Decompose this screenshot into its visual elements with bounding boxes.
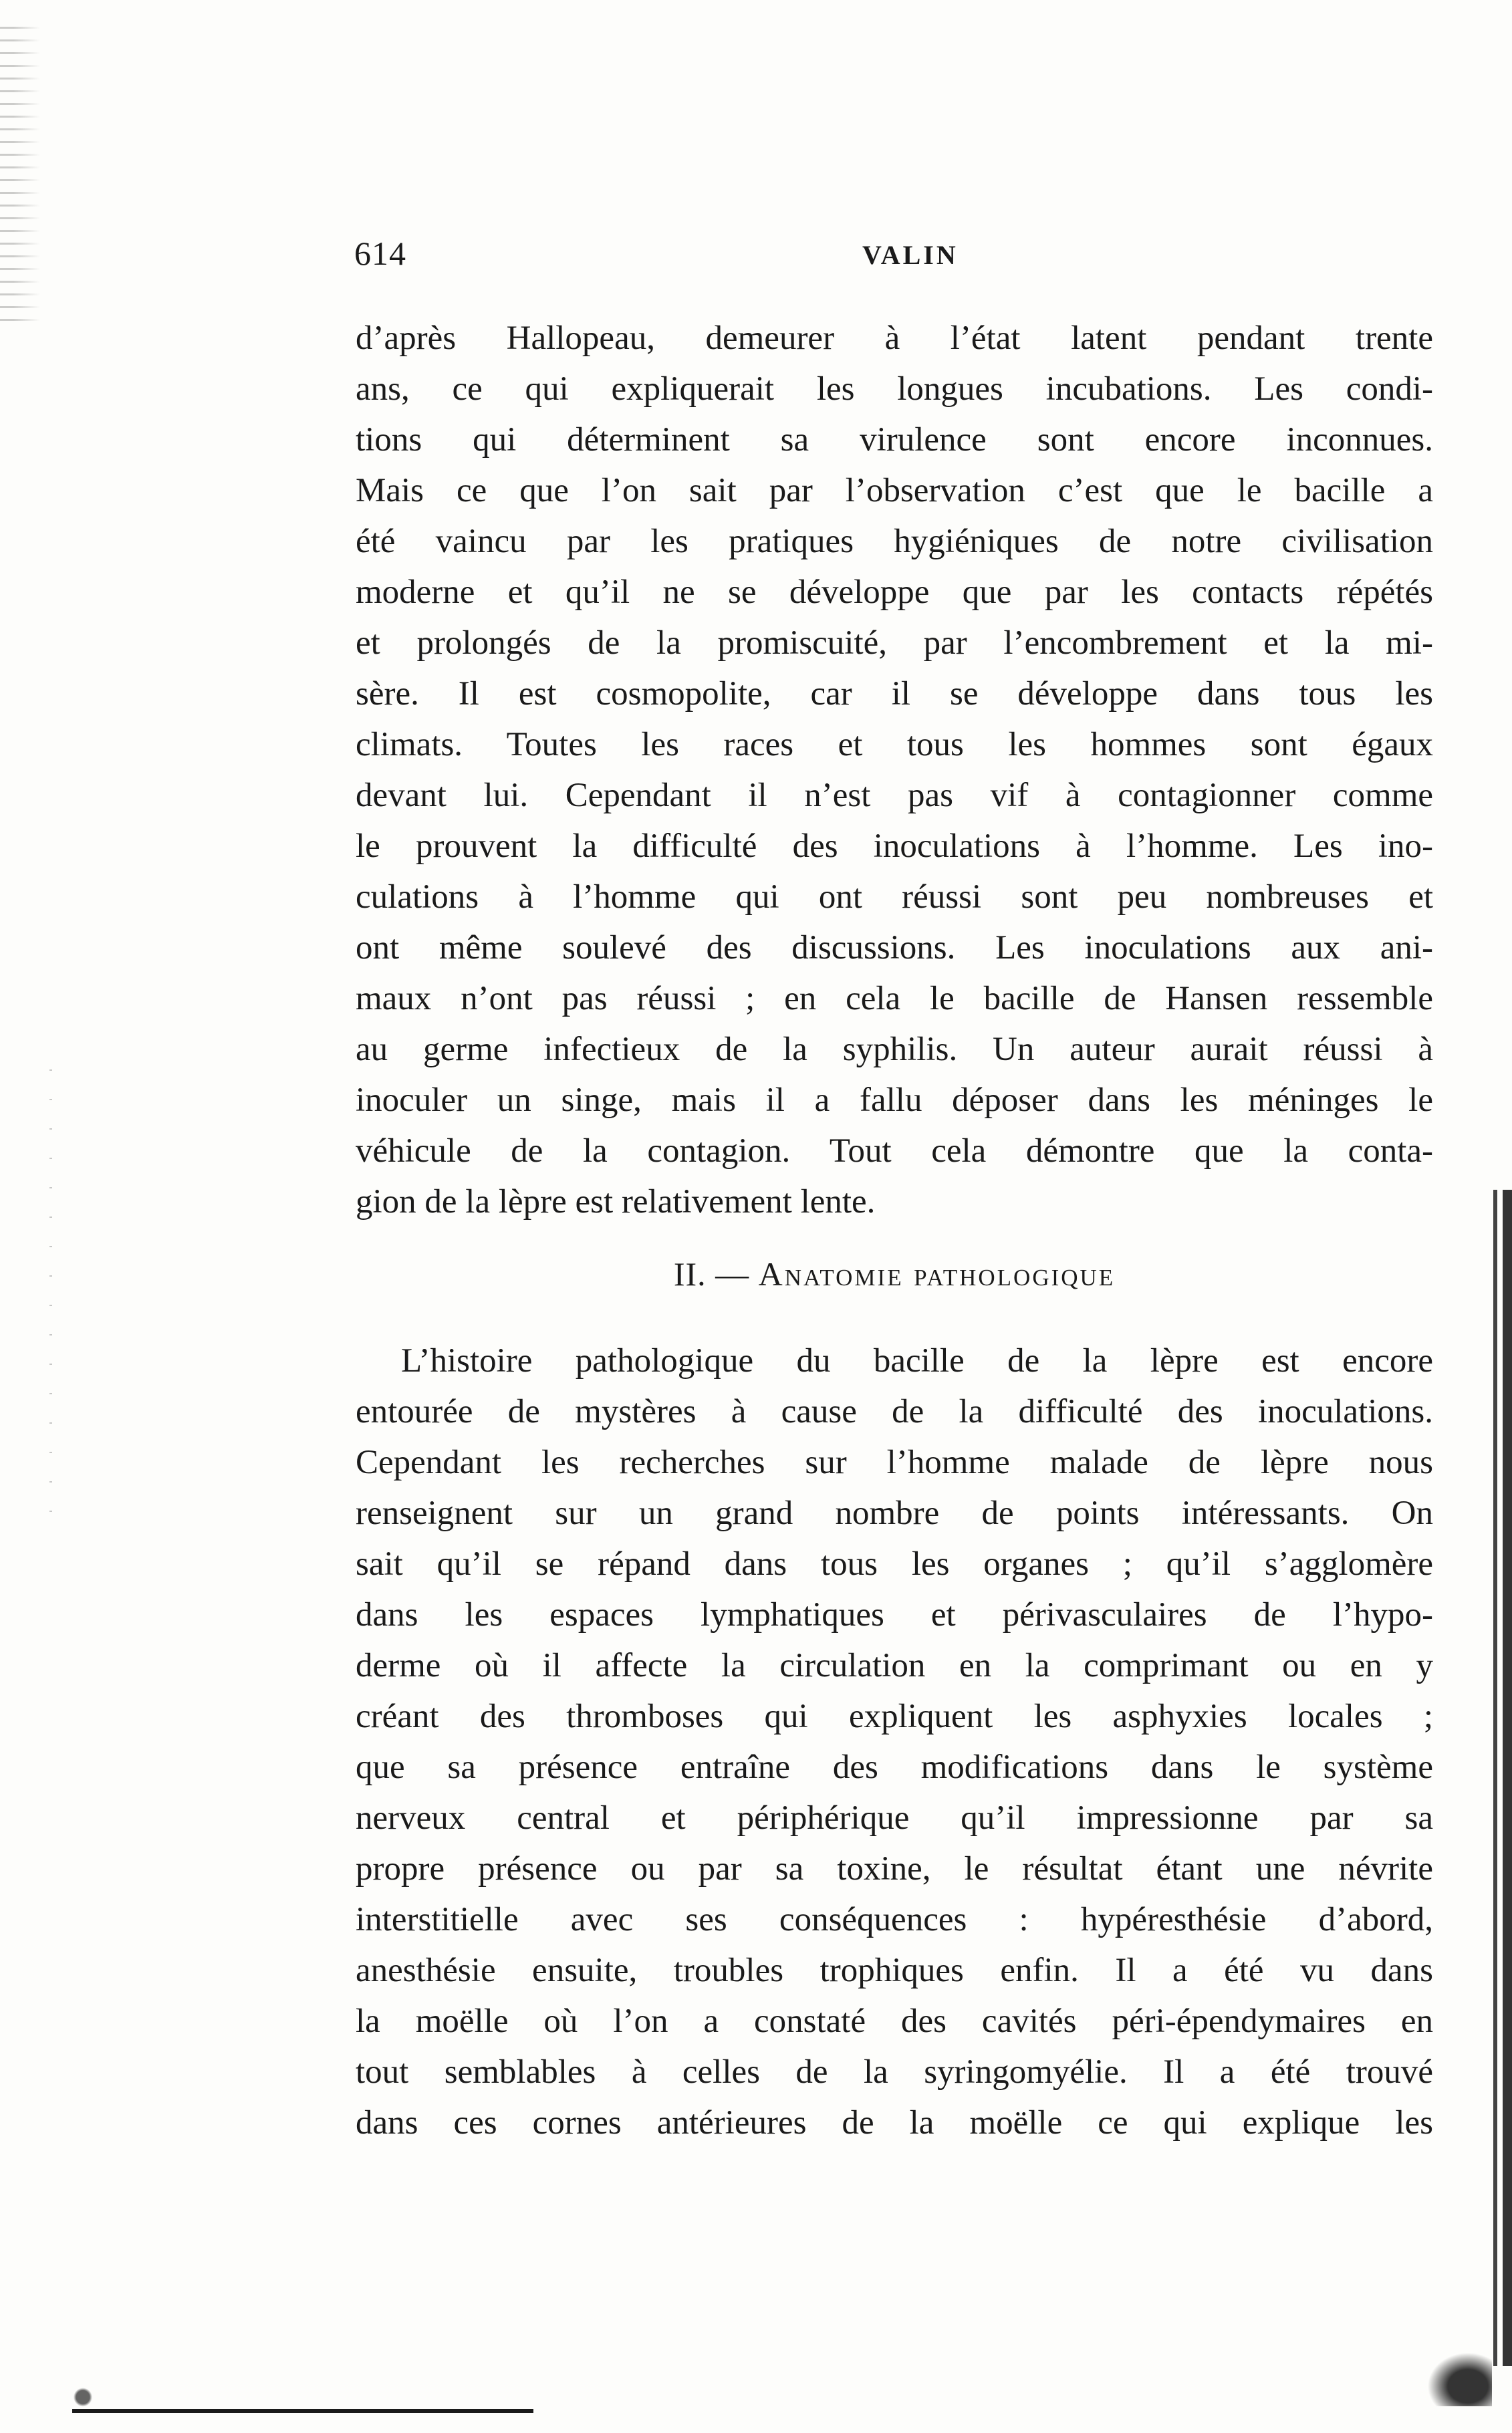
page-header: [354, 234, 1437, 281]
text-line: entourée de mystères à cause de la difficulté des inoculations.: [356, 1393, 1433, 1430]
text-line: nerveux central et périphérique qu’il impressionne par sa: [356, 1799, 1433, 1837]
text-line: été vaincu par les pratiques hygiéniques de notre civilisation: [356, 523, 1433, 560]
text-line: moderne et qu’il ne se développe que par les contacts répétés: [356, 573, 1433, 611]
text-line: que sa présence entraîne des modifications dans le système: [356, 1749, 1433, 1786]
section-number: II. —: [673, 1255, 750, 1293]
text-line: ans, ce qui expliquerait les longues incubations. Les condi-: [356, 370, 1433, 408]
running-head: VALIN: [862, 240, 959, 270]
text-line: sère. Il est cosmopolite, car il se développe dans tous les: [356, 675, 1433, 713]
text-line: d’après Hallopeau, demeurer à l’état latent pendant trente: [356, 319, 1433, 357]
scan-edge-artifact: [0, 27, 74, 321]
page-bottom-edge: [72, 2409, 533, 2413]
text-line: au germe infectieux de la syphilis. Un auteur aurait réussi à: [356, 1031, 1433, 1068]
text-line: renseignent sur un grand nombre de points intéressants. On: [356, 1495, 1433, 1532]
text-line: dans les espaces lymphatiques et périvasculaires de l’hypo-: [356, 1596, 1433, 1634]
text-line: créant des thromboses qui expliquent les asphyxies locales ;: [356, 1698, 1433, 1735]
text-line: Mais ce que l’on sait par l’observation c’est que le bacille a: [356, 472, 1433, 509]
text-line: sait qu’il se répand dans tous les organes ; qu’il s’agglomère: [356, 1545, 1433, 1583]
scan-corner-artifact: [72, 2380, 99, 2409]
text-line: anesthésie ensuite, troubles trophiques enfin. Il a été vu dans: [356, 1952, 1433, 1989]
text-line: dans ces cornes antérieures de la moëlle ce qui explique les: [356, 2104, 1433, 2142]
text-line: derme où il affecte la circulation en la comprimant ou en y: [356, 1647, 1433, 1684]
text-line: gion de la lèpre est relativement lente.: [356, 1183, 876, 1221]
text-line: maux n’ont pas réussi ; en cela le bacille de Hansen ressemble: [356, 980, 1433, 1017]
paragraph: [356, 1335, 1433, 2148]
text-line: inoculer un singe, mais il a fallu déposer dans les méninges le: [356, 1081, 1433, 1119]
section-title: Anatomie pathologique: [758, 1255, 1116, 1293]
text-line: devant lui. Cependant il n’est pas vif à contagionner comme: [356, 777, 1433, 814]
paragraph: [356, 313, 1433, 1227]
text-line: tout semblables à celles de la syringomyélie. Il a été trouvé: [356, 2053, 1433, 2091]
section-heading: [356, 1249, 1433, 1299]
text-line: ont même soulevé des discussions. Les inoculations aux ani-: [356, 929, 1433, 967]
text-line: et prolongés de la promiscuité, par l’encombrement et la mi-: [356, 624, 1433, 662]
text-line: interstitielle avec ses conséquences : hypéresthésie d’abord,: [356, 1901, 1433, 1938]
page-binding-shadow: [1488, 1190, 1512, 2366]
text-line: tions qui déterminent sa virulence sont encore inconnues.: [356, 421, 1433, 459]
scan-edge-artifact: [40, 1069, 67, 1537]
text-line: le prouvent la difficulté des inoculations à l’homme. Les ino-: [356, 827, 1433, 865]
text-line: L’histoire pathologique du bacille de la lèpre est encore: [401, 1342, 1433, 1380]
page-number: 614: [354, 235, 406, 272]
text-line: propre présence ou par sa toxine, le résultat étant une névrite: [356, 1850, 1433, 1888]
text-line: culations à l’homme qui ont réussi sont peu nombreuses et: [356, 878, 1433, 916]
text-line: climats. Toutes les races et tous les hommes sont égaux: [356, 726, 1433, 763]
text-line: la moëlle où l’on a constaté des cavités péri-épendymaires en: [356, 2003, 1433, 2040]
text-line: Cependant les recherches sur l’homme malade de lèpre nous: [356, 1444, 1433, 1481]
text-line: véhicule de la contagion. Tout cela démontre que la conta-: [356, 1132, 1433, 1170]
scan-corner-artifact: [1412, 2339, 1492, 2406]
